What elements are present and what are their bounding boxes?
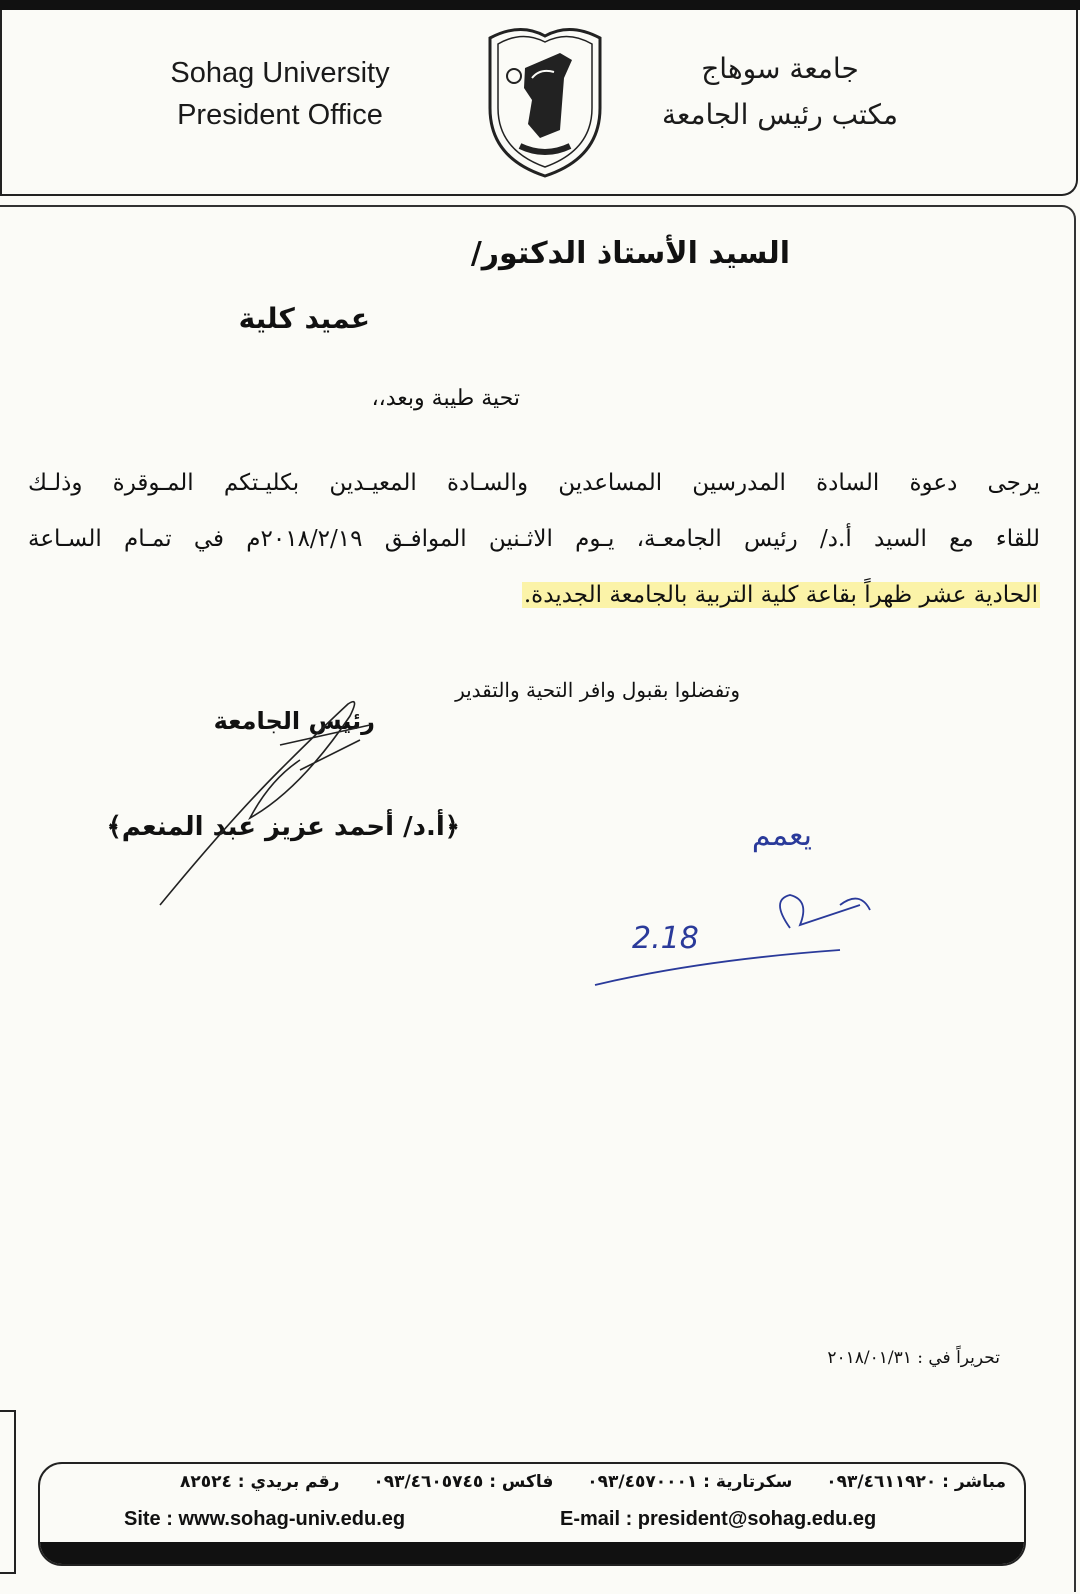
office-name-en: President Office	[177, 99, 383, 131]
top-border-bar	[0, 0, 1080, 10]
office-name-ar: مكتب رئيس الجامعة	[661, 98, 899, 131]
addressee: السيد الأستاذ الدكتور/	[470, 236, 790, 271]
website-link[interactable]: Site : www.sohag-univ.edu.eg	[124, 1508, 406, 1530]
direct-phone: مباشر : ٠٩٣/٤٦١١٩٢٠	[826, 1472, 1006, 1492]
university-name-ar: جامعة سوهاج	[701, 52, 859, 85]
postal-code: رقم بريدي : ٨٢٥٢٤	[179, 1472, 340, 1492]
signatory-name: ﴿أ.د/ أحمد عزيز عبد المنعم﴾	[106, 812, 460, 842]
handwritten-date: 2.18	[632, 921, 699, 956]
email-link[interactable]: E-mail : president@sohag.edu.eg	[560, 1508, 877, 1530]
signatory-title: رئيس الجامعة	[213, 707, 375, 735]
paragraph-line-3	[28, 567, 1040, 623]
footer-bar	[40, 1542, 1024, 1564]
dean-line: عميد كلية	[238, 302, 370, 335]
letterhead-english	[130, 52, 430, 136]
footer-contact-box	[38, 1462, 1026, 1566]
secretary-phone: سكرتارية : ٠٩٣/٤٥٧٠٠٠١	[587, 1472, 793, 1492]
closing-line: وتفضلوا بقبول وافر التحية والتقدير	[455, 678, 740, 702]
letter-paragraph	[28, 455, 1040, 623]
footer-phones	[152, 1472, 1006, 1492]
letterhead-arabic	[630, 46, 930, 138]
paragraph-line-1: يرجى دعوة السادة المدرسين المساعدين والسـادة المعيـدين بكليـتكم المـوقرة وذلـك	[28, 470, 1040, 496]
date-written: تحريراً في : ٢٠١٨/٠١/٣١	[827, 1348, 1000, 1368]
letter-body-frame	[0, 205, 1076, 1592]
university-name-en: Sohag University	[170, 57, 390, 89]
handwritten-note: يعمم	[751, 818, 812, 853]
fax-number: فاكس : ٠٩٣/٤٦٠٥٧٤٥	[373, 1472, 554, 1492]
paragraph-line-2: للقاء مع السيد أ.د/ رئيس الجامعـة، يـوم الاثـنين الموافـق ٢٠١٨/٢/١٩م في تمـام السـاعة	[28, 526, 1040, 552]
greeting: تحية طيبة وبعد،،	[371, 386, 520, 411]
left-edge-tab	[0, 1410, 16, 1574]
highlighted-text: الحادية عشر ظهراً بقاعة كلية التربية بالجامعة الجديدة.	[523, 582, 1038, 608]
university-emblem-icon	[480, 18, 610, 180]
